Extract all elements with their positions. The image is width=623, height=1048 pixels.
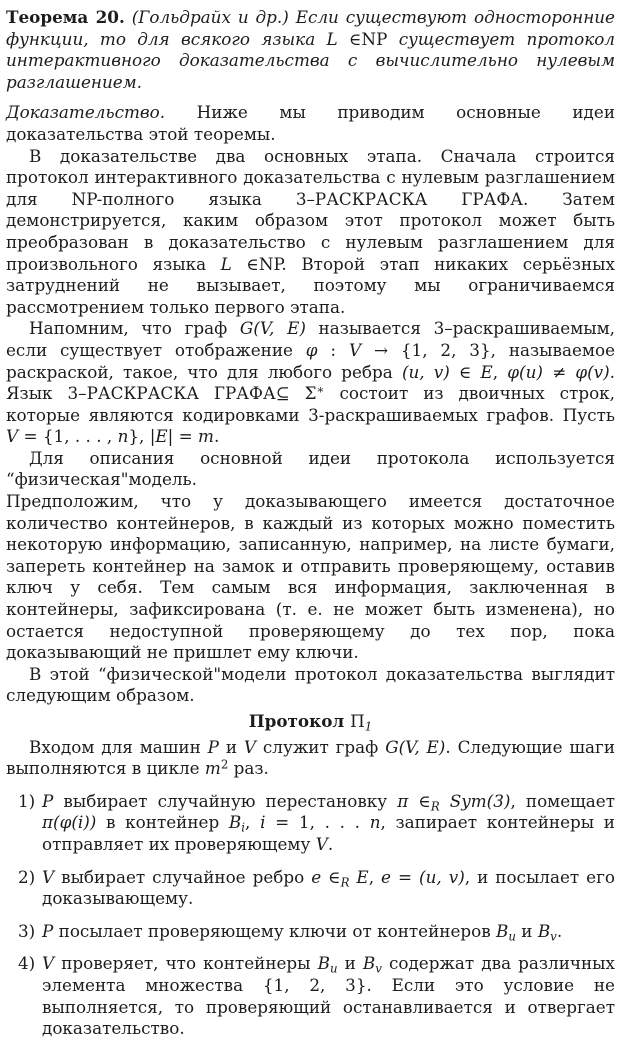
proof-opening-paragraph (6, 102, 615, 145)
text-run: → {1, 2, 3}, называемое раскраской, такое, что для любого ребра (6, 339, 615, 382)
text-run: ∈NP. Второй этап никаких серьёзных затруднений не вызывает, поэтому мы ограничиваемся рассмотрением только первого этапа. (6, 253, 616, 317)
text-run: = {1, . . . , (18, 426, 118, 447)
text-run: L (220, 253, 232, 274)
text-run: Предположим, что у доказывающего имеется достаточное количество контейнеров, в каждый из которых можно поместить некоторую информацию, записанную, например, на листе бумаги, запереть контейнер на замок и отправить проверяющему, оставив ключ у себя. Тем самым вся информация, заключенная в контейнеры, зафиксирована (т. е. не может быть изменена), но остается недоступной проверяющему до тех пор, пока доказывающий не пришлет ему ключи. (6, 491, 615, 663)
text-run: φ (305, 339, 318, 360)
text-run: (u, v) (401, 361, 450, 382)
text-run: P (207, 736, 219, 757)
text-run: i (241, 820, 246, 835)
text-run: ∈ (449, 361, 481, 382)
text-run: V (6, 426, 19, 447)
text-run: π (397, 790, 409, 811)
document-body (6, 7, 615, 1040)
text-run: содержат два различных элемента множества {1, 2, 3}. Если это условие не выполняется, то проверяющий останавливается и отвергает доказательство. (42, 953, 616, 1039)
list-item-text (42, 791, 615, 856)
text-run: существует протокол интерактивного доказательства с вычислительно нулевым разглашением. (6, 28, 615, 92)
list-number: 1) (18, 790, 36, 811)
list-item (6, 921, 615, 943)
text-run: R (340, 875, 350, 890)
text-run: V (315, 833, 328, 854)
text-run: V (42, 953, 55, 974)
text-run: G(V, E) (239, 318, 306, 339)
text-run: u (508, 929, 516, 944)
list-item (6, 867, 615, 910)
text-run: ∈ (321, 866, 341, 887)
text-run: Протокол (248, 711, 351, 731)
text-run: V (243, 736, 257, 757)
text-run: R (430, 799, 440, 814)
list-item-text (42, 953, 615, 1039)
text-run: = (390, 866, 420, 887)
list-item-text (42, 867, 615, 910)
text-run: (u, v) (419, 866, 465, 887)
text-run: n (117, 426, 129, 447)
paragraph (6, 737, 615, 780)
list-item (6, 791, 615, 856)
paragraph (6, 146, 615, 319)
list-item-text (42, 921, 615, 943)
text-run: i (260, 812, 266, 833)
text-run: и (515, 920, 538, 941)
text-run: B (228, 812, 242, 833)
text-run: V (42, 866, 55, 887)
text-run: Теорема 20. (6, 7, 125, 27)
text-run: и (218, 736, 244, 757)
text-run: служит граф (256, 736, 386, 757)
text-run: m (198, 426, 214, 447)
text-run: π(φ(i)) (42, 812, 97, 833)
text-run: ∗ (316, 382, 325, 397)
text-run: проверяет, что контейнеры (54, 953, 318, 974)
text-run: ∈ (408, 790, 431, 811)
text-run: . (213, 426, 220, 447)
text-run: выбирает случайное ребро (54, 866, 312, 887)
paragraph (6, 318, 615, 448)
text-run: , запирает контейнеры и отправляет их проверяющему (42, 812, 615, 854)
text-run: v (550, 929, 557, 944)
text-run: E (480, 361, 493, 382)
text-run: Π (350, 711, 365, 731)
text-run: Входом для машин (29, 736, 208, 757)
text-run: , (368, 866, 382, 887)
text-run: P (42, 790, 54, 811)
text-run: в контейнер (96, 812, 229, 833)
list-number: 2) (18, 866, 36, 887)
text-run: Доказательство. (6, 102, 166, 123)
text-run: V (348, 339, 362, 360)
text-run: В доказательстве два основных этапа. Сначала строится протокол интерактивного доказательства с нулевым разглашением для NP-полного языка 3–РАСКРАСКА ГРАФА. Затем демонстрируется, каким образом этот протокол может быть преобразован в доказательство с нулевым разглашением для произвольного языка (6, 145, 615, 274)
text-run: }, | (128, 426, 156, 447)
text-run: E (349, 866, 369, 887)
text-run: u (329, 961, 338, 976)
text-run: . Язык 3–РАСКРАСКА ГРАФА⊆ Σ (6, 361, 615, 404)
text-run: 1 (364, 719, 373, 734)
text-run: . Следующие шаги выполняются в цикле (6, 736, 616, 779)
text-run: , и посылает его доказывающему. (42, 866, 616, 909)
text-run: = 1, . . . (265, 812, 370, 833)
text-run: B (496, 920, 509, 941)
text-run: Напомним, что граф (29, 318, 240, 339)
text-run: B (317, 953, 330, 974)
text-run: посылает проверяющему ключи от контейнеров (53, 920, 497, 941)
text-run: m (204, 758, 221, 779)
text-run: : (317, 339, 349, 360)
paragraph (6, 448, 615, 491)
text-run: n (369, 812, 381, 833)
text-run: Sym(3) (439, 790, 511, 811)
text-run: , (245, 812, 261, 833)
text-run: B (362, 953, 376, 974)
text-run: называется 3–раскрашиваемым, если существует отображение (6, 318, 615, 360)
text-run: Для описания основной идеи протокола используется “физическая"модель. (6, 447, 615, 490)
text-run: состоит из двоичных строк, которые являются кодировками 3-раскрашиваемых графов. Пусть (6, 383, 615, 425)
text-run: B (537, 920, 551, 941)
text-run: В этой “физической"модели протокол доказательства выглядит следующим образом. (6, 663, 615, 706)
text-run: E (155, 426, 168, 447)
protocol-heading (6, 711, 615, 733)
text-run: L (326, 28, 338, 49)
theorem-paragraph (6, 7, 615, 93)
text-run: φ(u) ≠ φ(v) (507, 361, 610, 382)
text-run: раз. (228, 758, 269, 779)
text-run: . (556, 920, 563, 941)
list-item (6, 953, 615, 1039)
text-run: Ниже мы приводим основные идеи доказательства этой теоремы. (6, 102, 615, 144)
text-run: выбирает случайную перестановку (53, 790, 398, 811)
text-run: e (381, 866, 391, 887)
text-run: P (42, 920, 54, 941)
list-number: 3) (18, 920, 36, 941)
text-run: G(V, E) (385, 736, 446, 757)
text-run: (Гольдрайх и др.) Если существуют односторонние функции, то для всякого языка (6, 7, 615, 49)
text-run: , (492, 361, 508, 382)
paragraph (6, 491, 615, 664)
text-run: | = (167, 426, 199, 447)
text-run: 2 (220, 757, 229, 772)
list-number: 4) (18, 953, 36, 974)
text-run: , помещает (510, 790, 615, 811)
text-run: . (327, 833, 334, 854)
text-run: v (375, 961, 382, 976)
text-run: и (337, 953, 363, 974)
text-run: ∈NP (337, 28, 388, 49)
paragraph (6, 664, 615, 707)
text-run: e (311, 866, 322, 887)
